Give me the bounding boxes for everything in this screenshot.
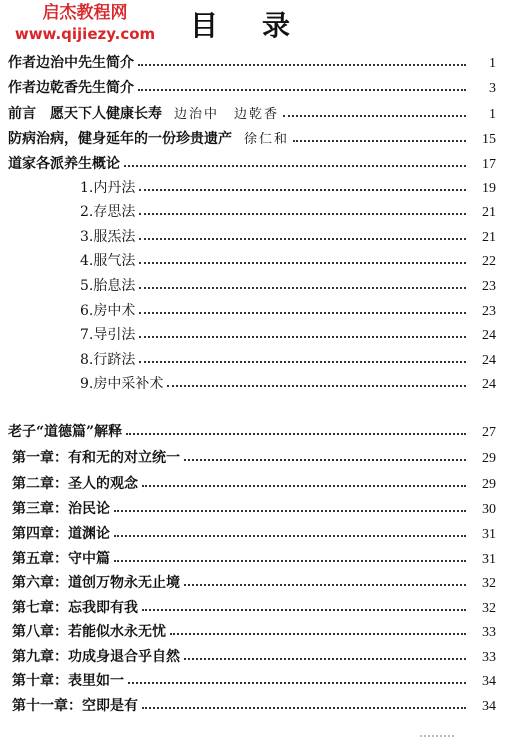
toc-entry[interactable] xyxy=(8,102,496,126)
toc-entry-title: 3.服炁法 xyxy=(80,229,136,245)
toc-entry[interactable] xyxy=(8,51,496,75)
toc-entry-title: 6.房中术 xyxy=(80,303,136,319)
dot-leader xyxy=(114,510,466,512)
toc-entry[interactable] xyxy=(12,620,496,644)
toc-entry[interactable] xyxy=(12,645,496,669)
toc-entry-title: 2.存思法 xyxy=(80,204,136,220)
dot-leader xyxy=(142,485,466,487)
toc-entry-title: 第二章：圣人的观念 xyxy=(12,476,138,492)
dot-leader xyxy=(139,262,466,264)
toc-entry-page: 1 xyxy=(489,56,496,71)
dot-leader xyxy=(124,165,466,167)
toc-entry-title: 9.房中采补术 xyxy=(80,376,164,392)
dot-leader xyxy=(283,115,466,117)
toc-entry-title: 4.服气法 xyxy=(80,253,136,269)
toc-entry-title: 作者边乾香先生简介 xyxy=(8,80,134,96)
toc-entry[interactable] xyxy=(12,596,496,620)
toc-entry[interactable] xyxy=(12,547,496,571)
toc-entry[interactable] xyxy=(12,669,496,693)
toc-entry-page: 19 xyxy=(482,181,496,196)
toc-entry-page: 31 xyxy=(482,527,496,542)
dot-leader xyxy=(139,336,466,338)
dot-leader xyxy=(139,361,466,363)
toc-entry[interactable] xyxy=(80,225,496,249)
toc-entry[interactable] xyxy=(80,176,496,200)
dot-leader xyxy=(139,287,466,289)
toc-entry-title: 防病治病，健身延年的一份珍贵遗产 xyxy=(8,131,232,147)
dot-leader xyxy=(293,140,466,142)
page-title: 目录 xyxy=(190,9,335,42)
toc-entry-page: 24 xyxy=(482,328,496,343)
toc-entry-page: 24 xyxy=(482,353,496,368)
toc-entry-page: 24 xyxy=(482,377,496,392)
dot-leader xyxy=(142,609,466,611)
toc-entry-page: 33 xyxy=(482,625,496,640)
toc-entry-page: 15 xyxy=(482,132,496,147)
toc-entry-page: 27 xyxy=(482,425,496,440)
toc-entry[interactable] xyxy=(80,348,496,372)
toc-entry[interactable] xyxy=(12,497,496,521)
toc-entry-page: 32 xyxy=(482,601,496,616)
toc-entry-page: 31 xyxy=(482,552,496,567)
toc-entry-title: 7.导引法 xyxy=(80,327,136,343)
toc-entry-title: 道家各派养生概论 xyxy=(8,156,120,172)
toc-entry-page: 23 xyxy=(482,304,496,319)
toc-entry-page: 22 xyxy=(482,254,496,269)
toc-entry-page: 34 xyxy=(482,699,496,714)
toc-entry[interactable] xyxy=(12,694,496,718)
toc-entry-title: 8.行跻法 xyxy=(80,352,136,368)
toc-entry-title: 前言 愿天下人健康长寿 xyxy=(8,106,162,122)
toc-entry-page: 23 xyxy=(482,279,496,294)
toc-entry-title: 第七章：忘我即有我 xyxy=(12,600,138,616)
toc-entry-page: 29 xyxy=(482,451,496,466)
dot-leader xyxy=(138,89,466,91)
dot-leader xyxy=(184,459,466,461)
dot-leader xyxy=(167,385,466,387)
toc-entry-title: 老子“道德篇”解释 xyxy=(8,424,123,440)
toc-entry[interactable] xyxy=(80,249,496,273)
toc-entry[interactable] xyxy=(80,299,496,323)
toc-entry-page: 1 xyxy=(489,107,496,122)
toc-entry[interactable] xyxy=(80,274,496,298)
toc-entry-author: 徐仁和 xyxy=(244,132,290,147)
toc-entry-title: 第五章：守中篇 xyxy=(12,551,110,567)
scan-artifact xyxy=(420,733,454,737)
dot-leader xyxy=(126,433,466,435)
toc-entry-title: 第九章：功成身退合乎自然 xyxy=(12,649,180,665)
toc-entry[interactable] xyxy=(8,420,496,444)
toc-entry[interactable] xyxy=(12,522,496,546)
toc-entry-page: 29 xyxy=(482,477,496,492)
dot-leader xyxy=(114,535,466,537)
toc-entry[interactable] xyxy=(8,152,496,176)
toc-entry[interactable] xyxy=(12,472,496,496)
toc-entry[interactable] xyxy=(80,323,496,347)
toc-entry[interactable] xyxy=(80,200,496,224)
toc-entry[interactable] xyxy=(12,571,496,595)
toc-entry-page: 33 xyxy=(482,650,496,665)
toc-entry[interactable] xyxy=(8,76,496,100)
toc-entry[interactable] xyxy=(12,446,496,470)
dot-leader xyxy=(139,238,466,240)
toc-entry-title: 第十一章：空即是有 xyxy=(12,698,138,714)
toc-entry-title: 第六章：道创万物永无止境 xyxy=(12,575,180,591)
watermark-title: 启杰教程网 xyxy=(42,3,128,23)
dot-leader xyxy=(184,584,466,586)
toc-entry-page: 21 xyxy=(482,230,496,245)
toc-entry-title: 第十章：表里如一 xyxy=(12,673,124,689)
watermark-url: www.qijiezy.com xyxy=(14,25,156,43)
dot-leader xyxy=(114,560,466,562)
toc-entry[interactable] xyxy=(80,372,496,396)
toc-entry-page: 17 xyxy=(482,157,496,172)
toc-entry-title: 1.内丹法 xyxy=(80,180,136,196)
toc-entry-title: 第一章：有和无的对立统一 xyxy=(12,450,180,466)
dot-leader xyxy=(142,707,466,709)
toc-entry-title: 第四章：道渊论 xyxy=(12,526,110,542)
toc-entry-page: 32 xyxy=(482,576,496,591)
dot-leader xyxy=(128,682,466,684)
toc-entry-title: 第三章：治民论 xyxy=(12,501,110,517)
dot-leader xyxy=(139,213,466,215)
dot-leader xyxy=(139,312,466,314)
dot-leader xyxy=(184,658,466,660)
dot-leader xyxy=(138,64,466,66)
toc-entry-title: 5.胎息法 xyxy=(80,278,136,294)
toc-entry-page: 3 xyxy=(489,81,496,96)
toc-entry-title: 第八章：若能似水永无忧 xyxy=(12,624,166,640)
toc-entry-page: 21 xyxy=(482,205,496,220)
watermark xyxy=(0,2,170,44)
toc-entry-page: 34 xyxy=(482,674,496,689)
dot-leader xyxy=(139,189,466,191)
dot-leader xyxy=(170,633,466,635)
toc-entry-title: 作者边治中先生简介 xyxy=(8,55,134,71)
toc-entry-page: 30 xyxy=(482,502,496,517)
toc-entry[interactable] xyxy=(8,127,496,151)
toc-entry-author: 边治中 边乾香 xyxy=(174,107,280,122)
